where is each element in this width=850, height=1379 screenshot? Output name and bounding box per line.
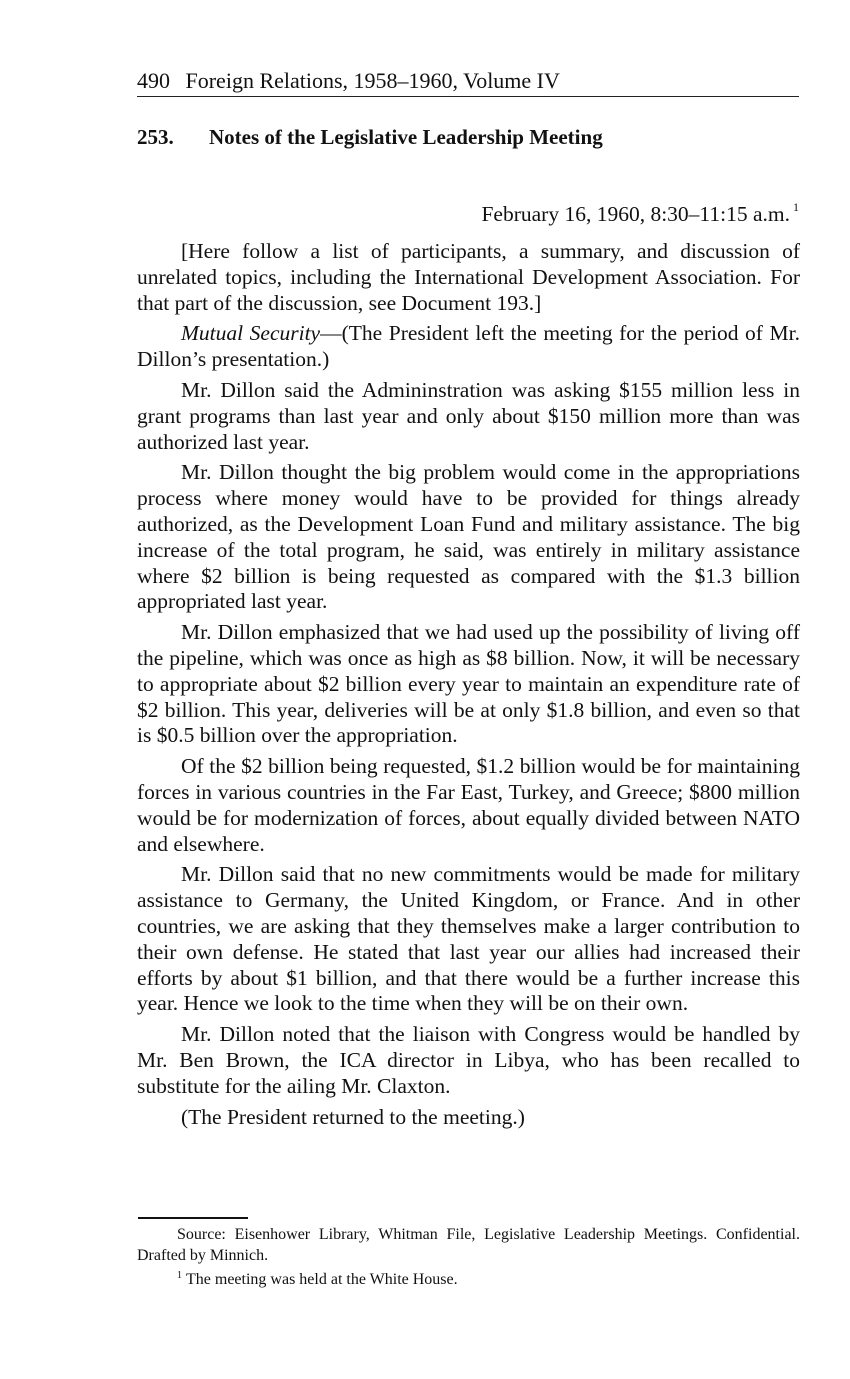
- paragraph-editorial-note: [Here follow a list of participants, a summary, and discussion of unrelated topics, including the International Development Association. For that part of the discussion, see Document 193.]: [137, 239, 800, 315]
- footnote-divider: [138, 1217, 248, 1219]
- paragraph-pipeline: Mr. Dillon emphasized that we had used up the possibility of living off the pipeline, which was once as high as $8 billion. Now, it will be necessary to appropriate about $2 billion every year to maintain an expenditure rate of $2 billion. This year, deliveries will be at only $1.8 billion, and even so that is $0.5 billion over the appropriation.: [137, 620, 800, 748]
- paragraph-text: —(The President left the meeting for the period of Mr. Dillon’s presentation.): [137, 321, 800, 372]
- paragraph-commitments: Mr. Dillon said that no new commitments would be made for military assistance to Germany, the United Kingdom, or France. And in other countries, we are asking that they themselves make a larger contribution to their own defense. He stated that last year our allies had increased their efforts by about $1 billion, and that there would be a further increase this year. Hence we look to the time when they will be on their own.: [137, 862, 800, 1016]
- running-header: [137, 66, 799, 97]
- footnote-text: The meeting was held at the White House.: [186, 1271, 458, 1288]
- document-body: [137, 239, 800, 1135]
- page-number: 490: [137, 68, 170, 93]
- footnote-1: [137, 1266, 800, 1291]
- footnote-ref-1[interactable]: 1: [793, 200, 799, 214]
- paragraph-appropriations: Mr. Dillon thought the big problem would come in the appropriations process where money would have to be provided for things already authorized, as the Development Loan Fund and military assistance. The big increase of the total program, he said, was entirely in military assistance where $2 billion is being requested as compared with the $1.3 billion appropriated last year.: [137, 460, 800, 614]
- paragraph-president-returned: (The President returned to the meeting.): [181, 1104, 525, 1129]
- footnotes: [137, 1225, 800, 1291]
- running-title: Foreign Relations, 1958–1960, Volume IV: [185, 68, 560, 93]
- document-number: 253.: [137, 125, 174, 149]
- footnote-marker: 1: [177, 1270, 182, 1281]
- paragraph-requested-funds: Of the $2 billion being requested, $1.2 billion would be for maintaining forces in various countries in the Far East, Turkey, and Greece; $800 million would be for modernization of forces, about equally divided between NATO and elsewhere.: [137, 754, 800, 856]
- document-title: Notes of the Legislative Leadership Meeting: [209, 125, 603, 149]
- document-heading: [137, 122, 799, 152]
- source-note: Source: Eisenhower Library, Whitman File, Legislative Leadership Meetings. Confidential. Drafted by Minnich.: [137, 1226, 800, 1264]
- paragraph-mutual-security: [137, 321, 800, 373]
- section-label: Mutual Security: [181, 321, 321, 346]
- dateline: [137, 192, 799, 229]
- paragraph-grant-programs: Mr. Dillon said the Admininstration was asking $155 million less in grant programs than last year and only about $150 million more than was authorized last year.: [137, 377, 800, 454]
- dateline-text: February 16, 1960, 8:30–11:15 a.m.: [481, 202, 790, 226]
- paragraph-liaison: Mr. Dillon noted that the liaison with Congress would be handled by Mr. Ben Brown, the ICA director in Libya, who has been recalled to substitute for the ailing Mr. Claxton.: [137, 1022, 800, 1098]
